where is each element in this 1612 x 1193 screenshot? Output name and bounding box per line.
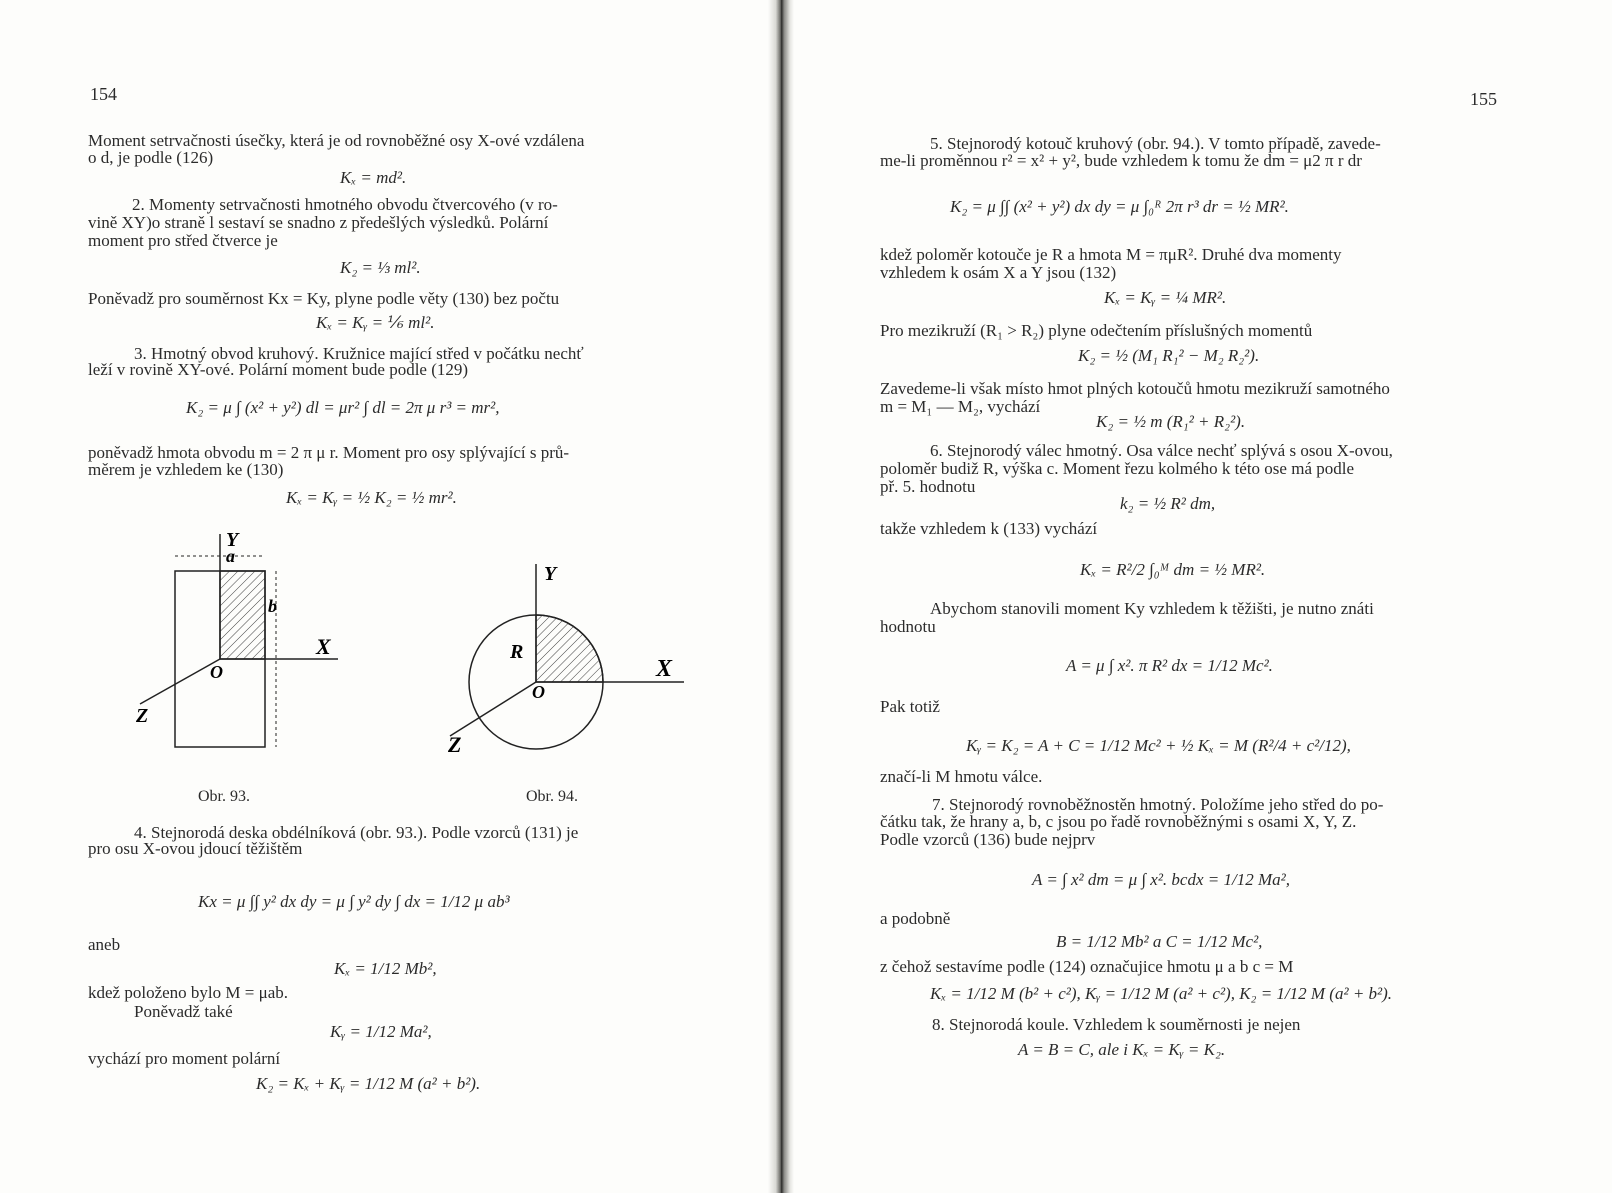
text-line: Zavedeme-li však místo hmot plných kotoučů hmotu mezikruží samotného [880,379,1390,398]
figure-94-caption: Obr. 94. [526,788,578,805]
equation: K₂ = ½ m (R₁² + R₂²). [1096,412,1246,431]
text-line: m = M₁ — M₂, vychází [880,397,1041,416]
text-line: čátku tak, že hrany a, b, c jsou po řadě rovnoběžnými s osami X, Y, Z. [880,812,1357,831]
text-line: 8. Stejnorodá koule. Vzhledem k souměrnosti je nejen [932,1015,1301,1034]
text-line: kdež položeno bylo M = μab. [88,983,288,1002]
text-line: leží v rovině XY-ové. Polární moment bude podle (129) [88,360,469,379]
fig93-label-b: b [268,596,277,616]
page-number-left: 154 [90,84,117,104]
text-line: Poněvadž pro souměrnost Kx = Ky, plyne podle věty (130) bez počtu [88,289,560,308]
figure-93-caption: Obr. 93. [198,788,250,805]
text-line: 6. Stejnorodý válec hmotný. Osa válce nechť splývá s osou X-ovou, [930,441,1393,460]
equation: Kᵧ = K₂ = A + C = 1/12 Mc² + ½ Kₓ = M (R²/4 + c²/12), [966,736,1351,755]
text-line: vině XY)o straně l sestaví se snadno z předešlých výsledků. Polární [88,213,549,232]
equation: Kₓ = Kᵧ = ⅙ ml². [316,313,435,332]
text-line: Moment setrvačnosti úsečky, která je od rovnoběžné osy X-ové vzdálena [88,131,585,150]
equation: K₂ = μ ∫∫ (x² + y²) dx dy = μ ∫₀ᴿ 2π r³ dr = ½ MR². [950,197,1289,216]
text-line: z čehož sestavíme podle (124) označujice hmotu μ a b c = M [880,957,1294,976]
fig94-label-r: R [510,641,524,663]
text-line: o d, je podle (126) [88,148,214,167]
text-line: a podobně [880,909,951,928]
left-page [0,0,770,1193]
text-line: poněvadž hmota obvodu m = 2 π μ r. Moment pro osy splývající s prů- [88,443,570,462]
fig93-label-y: Y [226,529,239,551]
text-line: kdež poloměr kotouče je R a hmota M = πμR². Druhé dva momenty [880,245,1342,264]
text-line: aneb [88,935,121,954]
fig93-label-x: X [316,634,331,659]
equation: Kᵧ = 1/12 Ma², [330,1022,432,1041]
fig94-label-x: X [656,656,673,682]
text-line: př. 5. hodnotu [880,477,976,496]
equation: k₂ = ½ R² dm, [1120,494,1216,513]
text-line: takže vzhledem k (133) vychází [880,519,1098,538]
right-page [790,0,1612,1193]
fig93-label-a: a [226,546,235,566]
equation: Kₓ = R²/2 ∫₀ᴹ dm = ½ MR². [1080,560,1266,579]
text-line: hodnotu [880,617,936,636]
text-line: me-li proměnnou r² = x² + y², bude vzhledem k tomu že dm = μ2 π r dr [880,151,1362,170]
text-line: Poněvadž také [134,1002,233,1021]
text-line: 2. Momenty setrvačnosti hmotného obvodu čtvercového (v ro- [132,195,558,214]
text-line: 7. Stejnorodý rovnoběžnostěn hmotný. Položíme jeho střed do po- [932,795,1384,814]
equation: K₂ = μ ∫ (x² + y²) dl = μr² ∫ dl = 2π μ r³ = mr², [186,398,500,417]
equation: A = B = C, ale i Kₓ = Kᵧ = K₂. [1018,1040,1226,1059]
text-line: měrem je vzhledem ke (130) [88,460,284,479]
text-line: Pro mezikruží (R₁ > R₂) plyne odečtením příslušných momentů [880,321,1313,340]
equation: K₂ = Kₓ + Kᵧ = 1/12 M (a² + b²). [256,1074,481,1093]
equation: Kx = μ ∫∫ y² dx dy = μ ∫ y² dy ∫ dx = 1/12 μ ab³ [198,892,510,911]
text-line: vzhledem k osám X a Y jsou (132) [880,263,1117,282]
text-line: Podle vzorců (136) bude nejprv [880,830,1096,849]
text-line: moment pro střed čtverce je [88,231,278,250]
equation: Kₓ = 1/12 M (b² + c²), Kᵧ = 1/12 M (a² + c²), K₂ = 1/12 M (a² + b²). [930,984,1393,1003]
fig94-label-o: O [532,682,545,702]
text-line: vychází pro moment polární [88,1049,281,1068]
fig93-label-o: O [210,662,223,682]
equation: Kₓ = Kᵧ = ¼ MR². [1104,288,1227,307]
equation: Kₓ = Kᵧ = ½ K₂ = ½ mr². [286,488,457,507]
fig94-label-y: Y [544,563,557,585]
figure-94 [436,560,706,760]
text-line: poloměr budiž R, výška c. Moment řezu kolmého k této ose má podle [880,459,1355,478]
equation: K₂ = ½ (M₁ R₁² − M₂ R₂²). [1078,346,1260,365]
equation: B = 1/12 Mb² a C = 1/12 Mc², [1056,932,1263,951]
equation: Kₓ = md². [340,168,407,187]
text-line: značí-li M hmotu válce. [880,767,1043,786]
fig93-label-z: Z [136,705,149,727]
page-number-right: 155 [1470,89,1497,109]
text-line: 5. Stejnorodý kotouč kruhový (obr. 94.). V tomto případě, zavede- [930,134,1381,153]
text-line: 3. Hmotný obvod kruhový. Kružnice mající střed v počátku nechť [134,344,584,363]
fig94-label-z: Z [448,732,462,757]
equation: K₂ = ⅓ ml². [340,258,421,277]
equation: A = ∫ x² dm = μ ∫ x². bcdx = 1/12 Ma², [1032,870,1290,889]
equation: A = μ ∫ x². π R² dx = 1/12 Mc². [1066,656,1273,675]
figure-93 [130,526,370,756]
text-line: 4. Stejnorodá deska obdélníková (obr. 93.). Podle vzorců (131) je [134,823,579,842]
text-line: Abychom stanovili moment Ky vzhledem k těžišti, je nutno znáti [930,599,1374,618]
text-line: pro osu X-ovou jdoucí těžištěm [88,839,303,858]
equation: Kₓ = 1/12 Mb², [334,959,437,978]
text-line: Pak totiž [880,697,940,716]
